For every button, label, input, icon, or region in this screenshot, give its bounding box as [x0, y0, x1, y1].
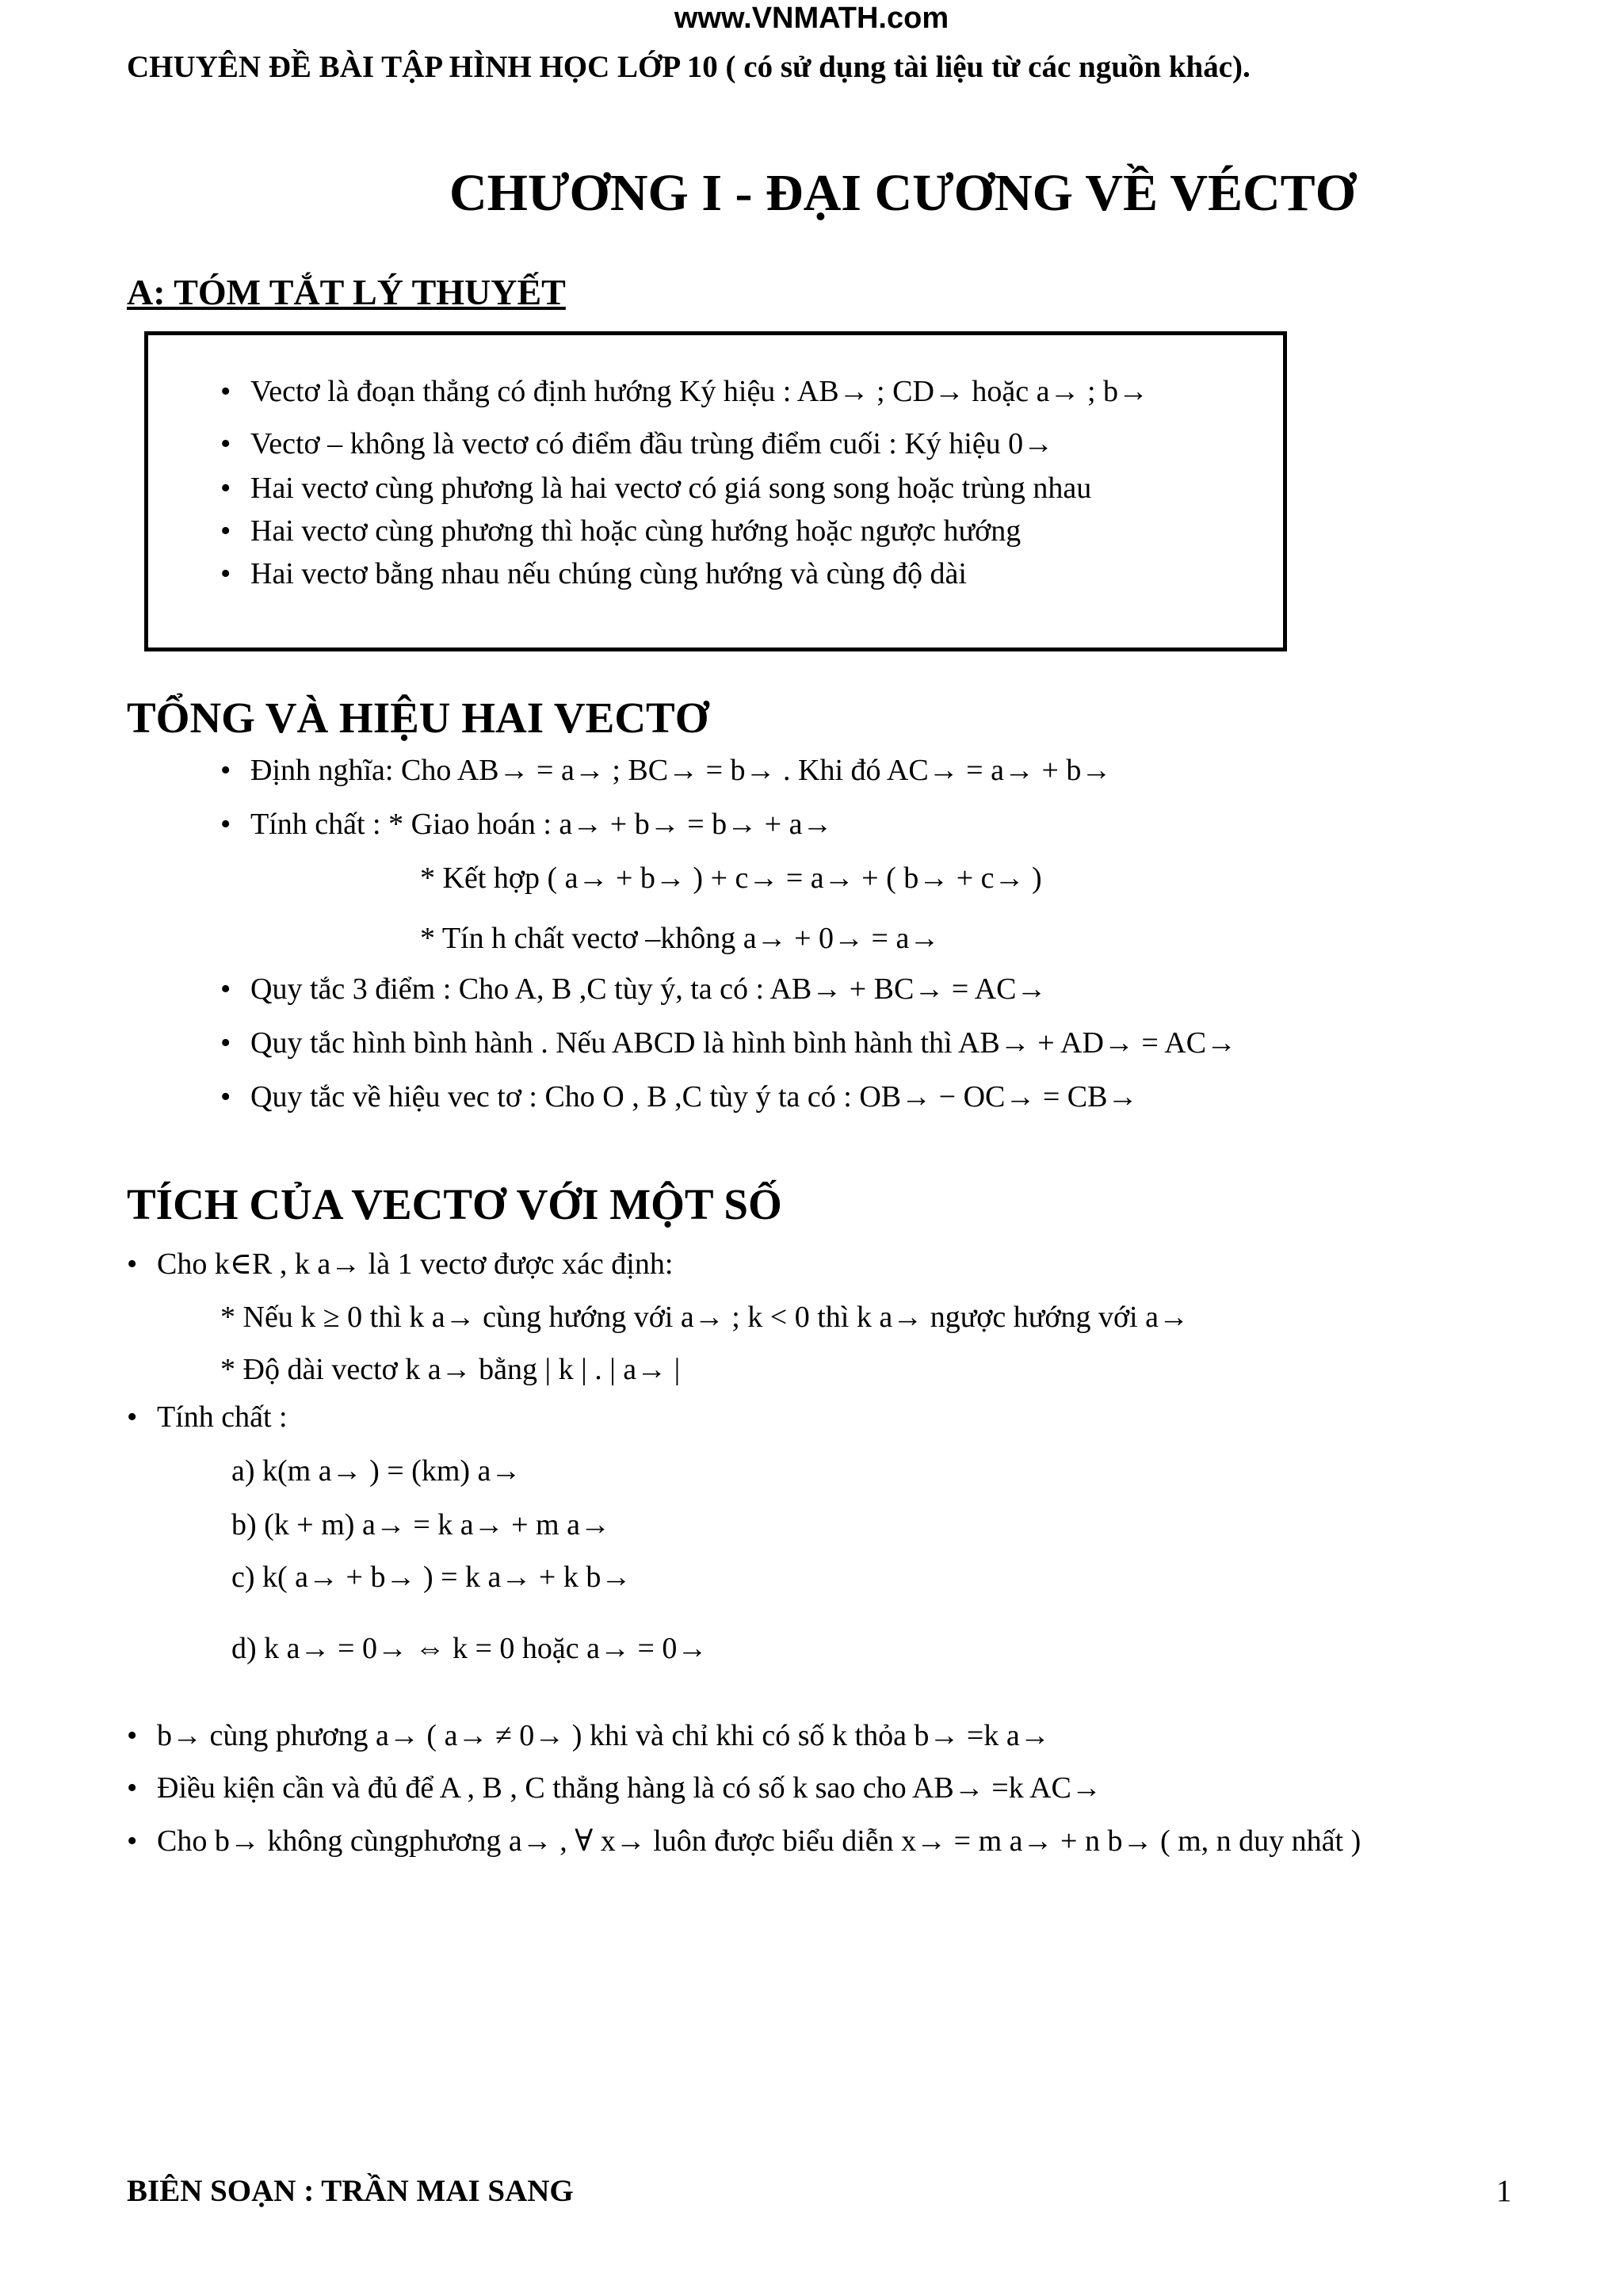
property-a-line: a) k(m a→ ) = (km) a→ [231, 1454, 521, 1488]
bullet-icon: • [127, 1400, 138, 1434]
theory-line: • Hai vectơ bằng nhau nếu chúng cùng hướng và cùng độ dài [220, 557, 967, 590]
scalar-product-heading: TÍCH CỦA VECTƠ VỚI MỘT SỐ [127, 1180, 782, 1228]
bullet-icon: • [220, 808, 231, 841]
bullet-icon: • [220, 754, 231, 787]
theory-line: • Hai vectơ cùng phương là hai vectơ có giá song song hoặc trùng nhau [220, 472, 1092, 505]
chapter-title: CHƯƠNG I - ĐẠI CƯƠNG VỀ VÉCTƠ [449, 164, 1357, 222]
bullet-icon: • [220, 972, 231, 1006]
definition-line: • Định nghĩa: Cho AB→ = a→ ; BC→ = b→ . Khi đó AC→ = a→ + b→ [220, 754, 1112, 787]
property-zero-vector-line: * Tín h chất vectơ –không a→ + 0→ = a→ [420, 922, 940, 955]
site-watermark: www.VNMATH.com [674, 2, 949, 35]
property-commutative-line: • Tính chất : * Giao hoán : a→ + b→ = b→ + a→ [220, 808, 833, 841]
footer-author: BIÊN SOẠN : TRẦN MAI SANG [127, 2174, 574, 2208]
bullet-icon: • [220, 1080, 231, 1114]
property-associative-line: * Kết hợp ( a→ + b→ ) + c→ = a→ + ( b→ + c→ ) [420, 861, 1042, 895]
bullet-icon: • [220, 557, 231, 590]
bullet-icon: • [220, 514, 231, 548]
difference-rule-line: • Quy tắc về hiệu vec tơ : Cho O , B ,C tùy ý ta có : OB→ − OC→ = CB→ [220, 1080, 1138, 1114]
scalar-direction-line: * Nếu k ≥ 0 thì k a→ cùng hướng với a→ ; k < 0 thì k a→ ngược hướng với a→ [220, 1301, 1189, 1334]
section-a-heading: A: TÓM TẮT LÝ THUYẾT [127, 272, 566, 312]
bullet-icon: • [220, 375, 231, 408]
document-title: CHUYÊN ĐỀ BÀI TẬP HÌNH HỌC LỚP 10 ( có sử dụng tài liệu từ các nguồn khác). [127, 50, 1251, 84]
property-c-line: c) k( a→ + b→ ) = k a→ + k b→ [231, 1561, 632, 1594]
page-number: 1 [1496, 2174, 1512, 2208]
bullet-icon: • [220, 427, 231, 460]
scalar-length-line: * Độ dài vectơ k a→ bằng | k | . | a→ | [220, 1353, 681, 1386]
scalar-definition-line: • Cho k∈R , k a→ là 1 vectơ được xác định: [127, 1247, 674, 1281]
vector-decomposition-line: • Cho b→ không cùngphương a→ , ∀ x→ luôn được biểu diễn x→ = m a→ + n b→ ( m, n duy nhất ) [127, 1824, 1361, 1858]
theory-line: • Hai vectơ cùng phương thì hoặc cùng hướng hoặc ngược hướng [220, 514, 1022, 548]
bullet-icon: • [220, 1026, 231, 1060]
bullet-icon: • [127, 1247, 138, 1281]
theory-line: • Vectơ – không là vectơ có điểm đầu trùng điểm cuối : Ký hiệu 0→ [220, 427, 1054, 460]
three-points-collinear-line: • Điều kiện cần và đủ để A , B , C thẳng hàng là có số k sao cho AB→ =k AC→ [127, 1771, 1102, 1805]
parallelogram-rule-line: • Quy tắc hình bình hành . Nếu ABCD là hình bình hành thì AB→ + AD→ = AC→ [220, 1026, 1237, 1060]
bullet-icon: • [127, 1719, 138, 1752]
bullet-icon: • [220, 472, 231, 505]
scalar-properties-label: • Tính chất : [127, 1400, 288, 1434]
property-d-line: d) k a→ = 0→ ⇔ k = 0 hoặc a→ = 0→ [231, 1632, 708, 1665]
bullet-icon: • [127, 1824, 138, 1858]
theory-line: • Vectơ là đoạn thẳng có định hướng Ký hiệu : AB→ ; CD→ hoặc a→ ; b→ [220, 375, 1149, 408]
collinear-condition-line: • b→ cùng phương a→ ( a→ ≠ 0→ ) khi và chỉ khi có số k thỏa b→ =k a→ [127, 1719, 1050, 1752]
property-b-line: b) (k + m) a→ = k a→ + m a→ [231, 1508, 610, 1541]
three-point-rule-line: • Quy tắc 3 điểm : Cho A, B ,C tùy ý, ta có : AB→ + BC→ = AC→ [220, 972, 1047, 1006]
sum-difference-heading: TỔNG VÀ HIỆU HAI VECTƠ [127, 693, 709, 742]
bullet-icon: • [127, 1771, 138, 1805]
